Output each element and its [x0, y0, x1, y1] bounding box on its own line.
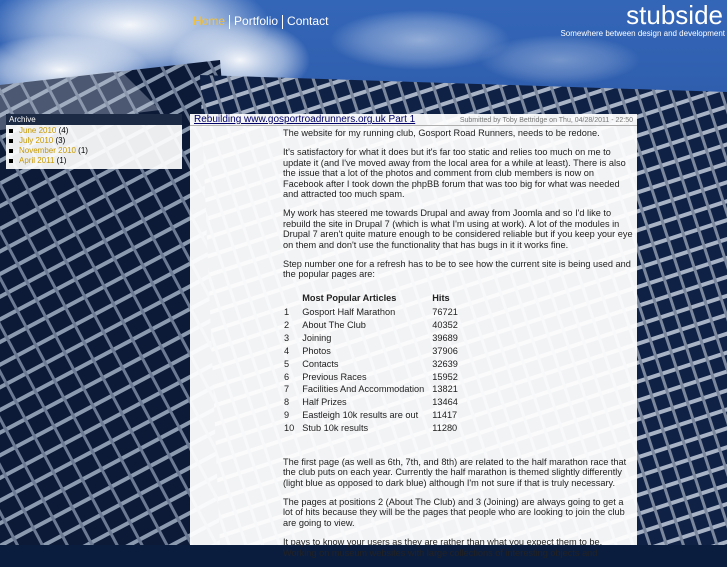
- archive-link-april-2011[interactable]: April 2011: [19, 156, 55, 165]
- nav-separator: [282, 15, 283, 29]
- nav-portfolio-link[interactable]: Portfolio: [234, 14, 279, 28]
- table-cell-rank: 3: [284, 332, 290, 343]
- main-content: [190, 114, 637, 558]
- bullet-icon: [9, 149, 13, 153]
- table-spacer: [283, 435, 633, 457]
- site-tagline: Somewhere between design and development: [560, 29, 725, 38]
- table-cell-hits: 11417: [432, 410, 458, 421]
- post-paragraph: My work has steered me towards Drupal and away from Joomla and so I'd like to rebuild the site in Drupal 7 (which is what I'm using at work). A lot of the modules in Drupal 7 aren't quite mature enough to be considered reliable but if you keep your eye on them and don't use the functionality that has bugs in it it works fine.: [283, 208, 633, 250]
- bullet-icon: [9, 159, 13, 163]
- post-paragraph: It's satisfactory for what it does but it's far too static and relies too much on me to update it (and I've moved away from the local area for a while at least). There is also the issue that a lot of the photos and comment from club members is now on Facebook after I took down the phpBB forum that was too big for what was needed and attracted too much spam.: [283, 147, 626, 200]
- table-row: [283, 409, 464, 422]
- table-cell-article: Eastleigh 10k results are out: [302, 410, 419, 421]
- archive-title: Archive: [6, 114, 182, 125]
- table-row: [283, 383, 464, 396]
- table-cell-hits: 13464: [432, 397, 458, 408]
- table-cell-article: Stub 10k results: [302, 423, 369, 434]
- table-header-row: [283, 289, 464, 306]
- archive-item: [9, 146, 182, 156]
- table-header-rank: [283, 289, 300, 306]
- bullet-icon: [9, 129, 13, 133]
- table-cell-rank: 9: [284, 410, 290, 421]
- table-cell-hits: 76721: [432, 307, 458, 318]
- post-paragraph: The pages at positions 2 (About The Club) and 3 (Joining) are always going to get a lot of hits because they will be the pages that people who are looking to join the club are going to view.: [283, 497, 625, 528]
- post-header: [190, 114, 637, 126]
- table-row: [283, 306, 464, 319]
- table-cell-article: Previous Races: [302, 371, 367, 382]
- table-cell-article: Gosport Half Marathon: [302, 307, 396, 318]
- table-cell-rank: 2: [284, 320, 290, 330]
- table-cell-rank: 4: [284, 345, 290, 356]
- table-cell-hits: 37906: [432, 345, 458, 356]
- table-cell-hits: 39689: [432, 332, 458, 343]
- nav-separator: [229, 15, 230, 29]
- archive-count: (1): [56, 156, 67, 165]
- bullet-icon: [9, 139, 13, 143]
- table-row: [283, 396, 464, 409]
- table-row: [283, 422, 464, 435]
- post-paragraph: The first page (as well as 6th, 7th, and 8th) are related to the half marathon race that the club puts on each year. Currently the half marathon is themed slightly differently (light blue as opposed to dark blue) although I'm not sure if that is truly necessary.: [283, 456, 627, 488]
- archive-block: [6, 114, 182, 169]
- table-cell-rank: 1: [284, 307, 290, 318]
- table-row: [283, 370, 464, 383]
- archive-count: (3): [55, 136, 66, 145]
- table-cell-rank: 10: [284, 423, 295, 434]
- table-cell-hits: 32639: [432, 358, 458, 369]
- archive-list: [6, 125, 182, 166]
- table-cell-hits: 15952: [432, 371, 458, 382]
- post-title-link[interactable]: Rebuilding www.gosportroadrunners.org.uk Part 1: [194, 114, 416, 125]
- archive-link-november-2010[interactable]: November 2010: [19, 146, 76, 155]
- archive-link-june-2010[interactable]: June 2010: [19, 126, 57, 135]
- table-cell-rank: 5: [284, 358, 290, 369]
- table-cell-article: Photos: [302, 345, 331, 356]
- archive-count: (1): [78, 146, 88, 155]
- archive-link-july-2010[interactable]: July 2010: [19, 136, 54, 145]
- post-submitted-info: Submitted by Toby Bettridge on Thu, 04/28/2011 - 22:50: [459, 117, 633, 124]
- nav-contact-link[interactable]: Contact: [287, 14, 329, 28]
- archive-item: [9, 126, 182, 136]
- post-paragraph: The website for my running club, Gosport Road Runners, needs to be redone.: [283, 128, 600, 138]
- table-cell-article: Half Prizes: [302, 397, 347, 408]
- site-title[interactable]: stubside: [626, 0, 723, 30]
- post-paragraph: Step number one for a refresh has to be to see how the current site is being used and the popular pages are:: [283, 259, 631, 280]
- archive-item: [9, 136, 182, 146]
- table-header-article: Most Popular Articles: [302, 293, 397, 304]
- post-paragraph: It pays to know your users as they are rather than what you expect them to be. Working on museum websites with large collections of interesting objects and: [283, 537, 603, 558]
- table-row: [283, 357, 464, 370]
- table-cell-rank: 8: [284, 397, 290, 408]
- table-cell-rank: 7: [284, 384, 290, 395]
- table-header-hits: Hits: [432, 293, 450, 304]
- table-cell-article: About The Club: [302, 320, 366, 330]
- table-row: [283, 319, 464, 332]
- popular-articles-table: [283, 289, 464, 435]
- table-row: [283, 345, 464, 358]
- table-cell-article: Joining: [302, 332, 332, 343]
- table-row: [283, 332, 464, 345]
- archive-count: (4): [58, 126, 69, 135]
- table-cell-article: Contacts: [302, 358, 339, 369]
- table-cell-hits: 40352: [432, 320, 458, 330]
- table-cell-hits: 13821: [432, 384, 458, 395]
- archive-item: [9, 156, 182, 166]
- post-body: [283, 128, 633, 567]
- table-cell-article: Facilities And Accommodation: [302, 384, 425, 395]
- table-cell-rank: 6: [284, 371, 290, 382]
- top-navigation: [190, 14, 331, 29]
- table-cell-hits: 11280: [432, 423, 458, 434]
- nav-home-link[interactable]: Home: [193, 14, 226, 28]
